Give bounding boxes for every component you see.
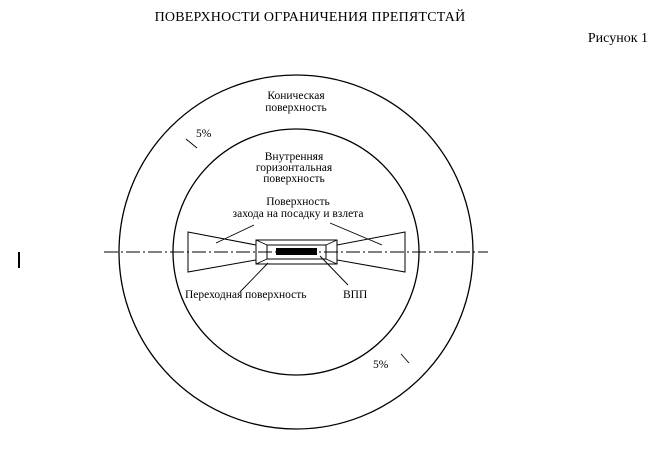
inner-horizontal-label-line1: Внутренняя <box>264 151 324 163</box>
slope-arrow-bottom <box>401 354 409 363</box>
slope-arrow-top <box>186 139 197 148</box>
approach-leader-left <box>216 225 254 243</box>
conical-label-line1: Коническая <box>267 90 325 102</box>
strip-diagonal <box>256 240 267 245</box>
runway <box>276 248 317 255</box>
slope-label-bottom: 5% <box>373 359 389 371</box>
transitional-label: Переходная поверхность <box>185 289 307 301</box>
approach-label-line2: захода на посадку и взлета <box>232 208 364 220</box>
slope-label-top: 5% <box>196 128 212 140</box>
runway-label: ВПП <box>343 289 368 301</box>
transitional-leader <box>240 263 268 292</box>
strip-diagonal <box>326 240 337 245</box>
strip-diagonal <box>326 259 337 264</box>
inner-horizontal-label-line3: поверхность <box>263 173 325 185</box>
strip-diagonal <box>256 259 267 264</box>
inner-horizontal-label-line2: горизонтальная <box>255 162 333 174</box>
conical-label-line2: поверхность <box>265 102 327 114</box>
runway-leader <box>320 256 348 285</box>
figure-label: Рисунок 1 <box>587 31 648 46</box>
page-title: ПОВЕРХНОСТИ ОГРАНИЧЕНИЯ ПРЕПЯТСТАЙ <box>154 10 466 25</box>
approach-label-line1: Поверхность <box>266 196 330 208</box>
